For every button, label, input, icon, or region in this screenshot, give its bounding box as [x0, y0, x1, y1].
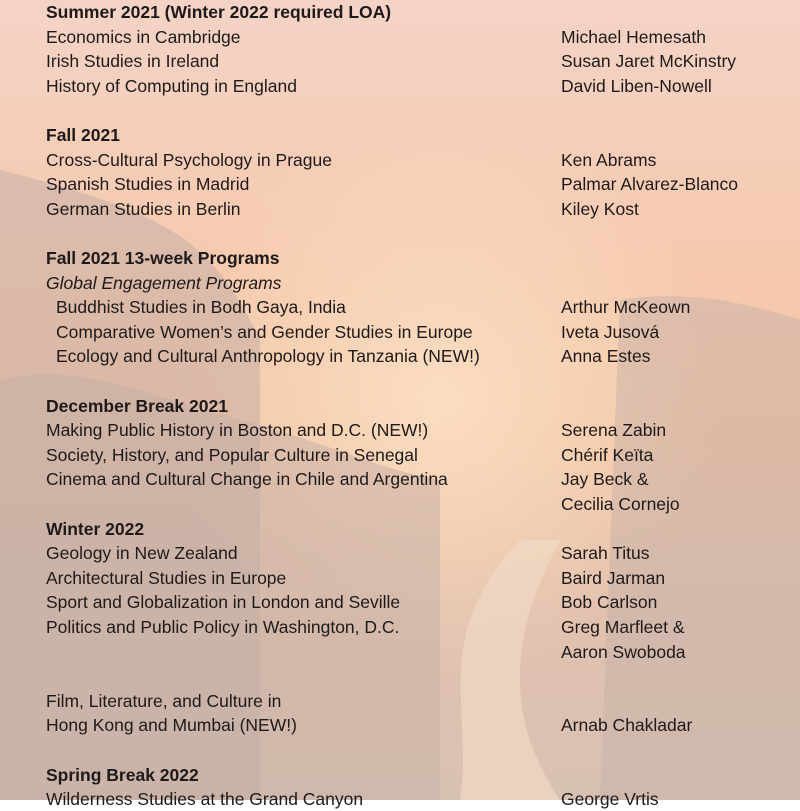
- section-heading: [46, 123, 786, 147]
- faculty-leader: Kiley Kost: [561, 198, 639, 219]
- section-heading-text: Spring Break 2022: [46, 764, 199, 785]
- program-row: [46, 492, 786, 516]
- program-name: Sport and Globalization in London and Seville: [46, 592, 401, 613]
- section-subheading: [46, 271, 786, 295]
- section-heading-text: December Break 2021: [46, 395, 228, 416]
- faculty-leader: Aaron Swoboda: [561, 641, 686, 662]
- program-row: [46, 467, 786, 491]
- faculty-leader: Arnab Chakladar: [561, 715, 693, 736]
- faculty-leader: Chérif Keïta: [561, 444, 654, 465]
- program-name: Politics and Public Policy in Washington, D.C.: [46, 617, 400, 637]
- program-row: [46, 74, 786, 98]
- program-row: [46, 615, 786, 639]
- program-name: German Studies in Berlin: [46, 198, 241, 219]
- program-row: [46, 148, 786, 172]
- program-row: [46, 566, 786, 590]
- program-name: Irish Studies in Ireland: [46, 51, 220, 72]
- section-heading: [46, 763, 786, 787]
- program-name: History of Computing in England: [46, 75, 297, 96]
- program-name: Making Public History in Boston and D.C. (NEW!): [46, 420, 429, 441]
- section-heading: [46, 0, 786, 24]
- faculty-leader: David Liben-Nowell: [561, 75, 712, 96]
- program-name: Buddhist Studies in Bodh Gaya, India: [56, 297, 346, 318]
- faculty-leader: Anna Estes: [561, 346, 651, 367]
- program-name: Wilderness Studies at the Grand Canyon: [46, 789, 364, 810]
- faculty-leader: Cecilia Cornejo: [561, 494, 680, 514]
- program-row: [46, 713, 786, 737]
- faculty-leader: Baird Jarman: [561, 567, 666, 588]
- section-heading-text: Winter 2022: [46, 518, 145, 539]
- section-heading-text: Summer 2021 (Winter 2022 required LOA): [46, 2, 392, 22]
- section-heading: [46, 394, 786, 418]
- faculty-leader: Sarah Titus: [561, 543, 650, 564]
- program-row: [46, 787, 786, 811]
- faculty-leader: George Vrtis: [561, 789, 659, 810]
- program-row: [46, 197, 786, 221]
- program-name: Film, Literature, and Culture in: [46, 690, 282, 711]
- program-name: Spanish Studies in Madrid: [46, 174, 250, 195]
- program-row: [46, 25, 786, 49]
- program-name: Comparative Women’s and Gender Studies in Europe: [56, 321, 473, 342]
- faculty-leader: Greg Marfleet &: [561, 617, 685, 637]
- program-row: [46, 320, 786, 344]
- program-row: [46, 590, 786, 614]
- section-heading: [46, 517, 786, 541]
- faculty-leader: Arthur McKeown: [561, 297, 691, 318]
- section-subheading-text: Global Engagement Programs: [46, 272, 282, 293]
- section-heading-text: Fall 2021 13-week Programs: [46, 248, 280, 268]
- program-row: [46, 418, 786, 442]
- faculty-leader: Michael Hemesath: [561, 26, 706, 47]
- program-row: [46, 689, 786, 713]
- faculty-leader: Susan Jaret McKinstry: [561, 51, 737, 72]
- program-row: [46, 640, 786, 664]
- faculty-leader: Bob Carlson: [561, 592, 658, 613]
- program-name: Cinema and Cultural Change in Chile and Argentina: [46, 469, 448, 490]
- program-row: [46, 443, 786, 467]
- faculty-leader: Iveta Jusová: [561, 321, 660, 342]
- program-row: [46, 541, 786, 565]
- program-name: Architectural Studies in Europe: [46, 567, 287, 588]
- section-heading-text: Fall 2021: [46, 125, 120, 145]
- program-name: Cross-Cultural Psychology in Prague: [46, 149, 332, 170]
- section-heading: [46, 246, 786, 270]
- faculty-leader: Jay Beck &: [561, 469, 649, 490]
- program-name: Ecology and Cultural Anthropology in Tanzania (NEW!): [56, 346, 480, 367]
- faculty-leader: Palmar Alvarez-Blanco: [561, 174, 739, 195]
- faculty-leader: Serena Zabin: [561, 420, 667, 441]
- program-name: Economics in Cambridge: [46, 26, 241, 47]
- faculty-leader: Ken Abrams: [561, 149, 657, 170]
- program-name: Geology in New Zealand: [46, 543, 238, 564]
- program-name: Society, History, and Popular Culture in Senegal: [46, 444, 418, 465]
- program-row: [46, 172, 786, 196]
- program-row: [46, 344, 786, 368]
- program-name: Hong Kong and Mumbai (NEW!): [46, 715, 297, 736]
- program-row: [46, 295, 786, 319]
- program-row: [46, 49, 786, 73]
